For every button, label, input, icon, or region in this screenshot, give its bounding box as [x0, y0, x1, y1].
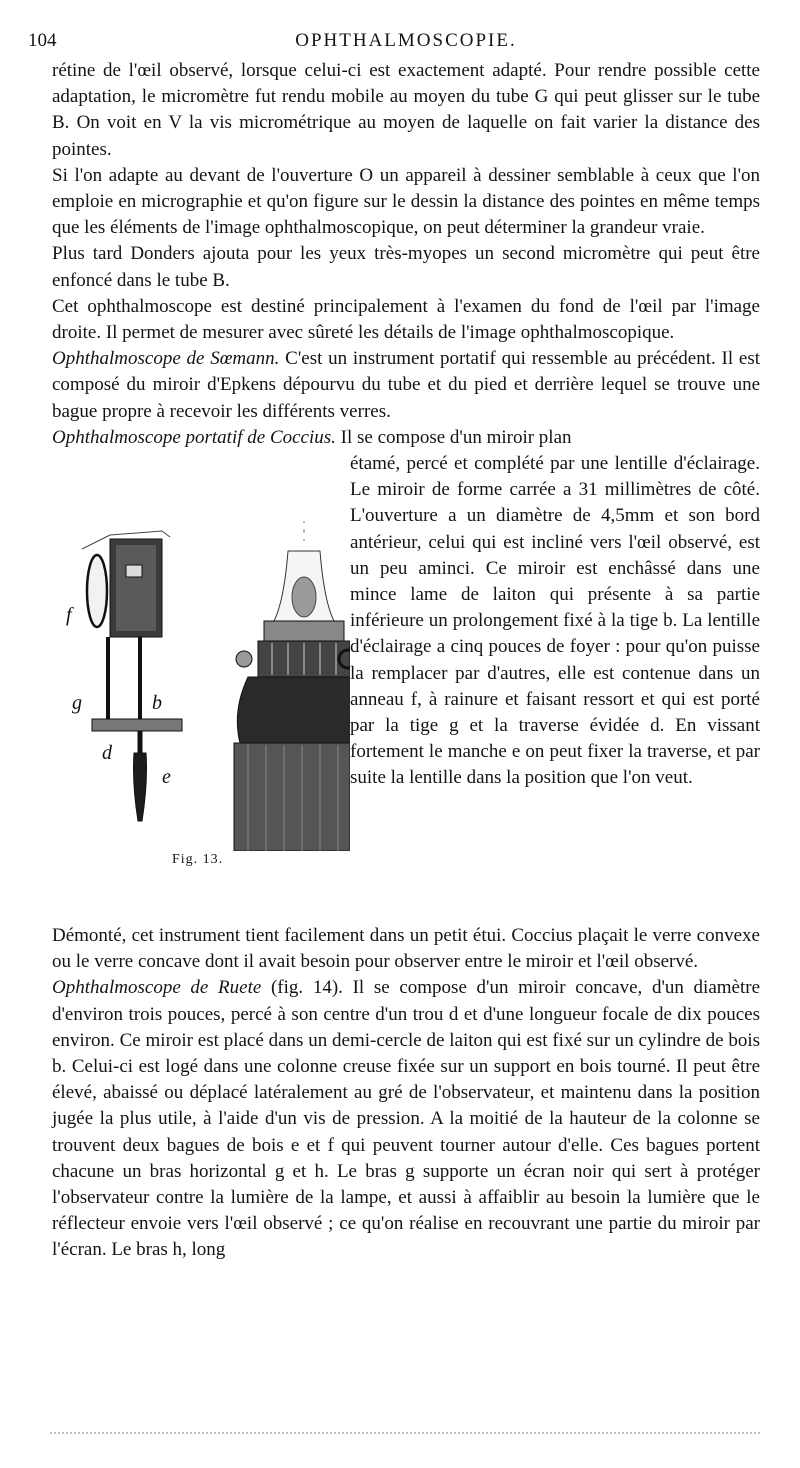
running-title: OPHTHALMOSCOPIE.	[295, 30, 517, 51]
figure-label-d: d	[102, 742, 112, 765]
paragraph-5	[52, 346, 760, 425]
paragraph-4: Cet ophthalmoscope est destiné principalement à l'examen du fond de l'œil par l'image droite. Il permet de mesurer avec sûreté les détails de l'image ophthalmoscopique.	[52, 295, 760, 344]
coccius-ophthalmoscope-illustration	[52, 521, 350, 851]
figure-13	[52, 451, 350, 923]
paragraph-8-title: Ophthalmoscope de Ruete	[52, 977, 262, 999]
footer-rule	[50, 1432, 760, 1436]
figure-label-g: g	[72, 692, 82, 715]
paragraph-1: rétine de l'œil observé, lorsque celui-ci est exactement adapté. Pour rendre possible cette adaptation, le micromètre fut rendu mobile au moyen du tube G qui peut glisser sur le tube B. On voit en V la vis micrométrique au moyen de laquelle on fait varier la distance des pointes.	[52, 60, 760, 160]
figure-caption: Fig. 13.	[172, 852, 224, 868]
paragraph-6-title: Ophthalmoscope portatif de Coccius.	[52, 426, 336, 448]
body-text	[52, 58, 760, 1264]
paragraph-8-body: (fig. 14). Il se compose d'un miroir concave, d'un diamètre d'environ trois pouces, percé à son centre d'un trou d et d'une longueur focale de dix pouces environ. Ce miroir est placé dans un demi-cercle de laiton qui est fixé sur un cylindre de bois b. Celui-ci est logé dans une colonne creuse fixée sur un support en bois tourné. Il peut être élevé, abaissé ou déplacé latéralement au gré de l'observateur, et maintenu dans la position jugée la plus utile, à l'aide d'un vis de pression. A la moitié de la hauteur de la colonne se trouvent deux bagues de bois e et f qui peuvent tourner autour d'elle. Ces bagues portent chacune un bras horizontal g et h. Le bras g supporte un écran noir qui sert à protéger l'observateur contre la lumière de la lampe, et aussi à affaiblir au besoin la lumière que le réflecteur envoie vers l'œil observé ; ce qu'on réalise en recouvrant une partie du miroir par l'écran. Le bras h, long	[52, 977, 761, 1261]
paragraph-2: Si l'on adapte au devant de l'ouverture O un appareil à dessiner semblable à ceux que l'on emploie en micrographie et qu'on figure sur le dessin la distance des pointes en même temps que les éléments de l'image ophthalmoscopique, on peut déterminer la grandeur vraie.	[52, 164, 760, 239]
paragraph-6-side: étamé, percé et complété par une lentille d'éclairage. Le miroir de forme carrée a 31 millimètres de côté. L'ouverture a un diamètre de 4,5mm et son bord antérieur, celui qui est incliné vers l'œil observé, est un peu aminci. Ce miroir est enchâssé dans une mince lame de laiton qui présente à sa partie inférieure un prolongement fixé à la tige b. La lentille d'éclairage a cinq pouces de foyer : pour qu'on puisse la remplacer par d'autres, elle est contenue dans un anneau f, à rainure et faisant ressort et qui est porté par la tige g et la traverse évidée d. En vissant fortement le manche e on peut fixer la traverse, et par suite la lentille dans la position que l'on veut.	[350, 453, 760, 789]
page-header	[28, 30, 760, 58]
figure-label-e: e	[162, 766, 171, 789]
lamp-drawing	[234, 521, 350, 851]
paragraph-7: Démonté, cet instrument tient facilement dans un petit étui. Coccius plaçait le verre convexe ou le verre concave dont il avait besoin pour observer entre le miroir et l'œil observé.	[52, 925, 760, 973]
paragraph-8	[52, 975, 760, 1263]
page-number: 104	[28, 30, 57, 51]
paragraph-3: Plus tard Donders ajouta pour les yeux très-myopes un second micromètre qui peut être enfoncé dans le tube B.	[52, 243, 760, 291]
book-page	[28, 30, 761, 1264]
paragraph-5-title: Ophthalmoscope de Sœmann.	[52, 348, 280, 370]
figure-side-text	[350, 451, 760, 792]
figure-block	[52, 451, 760, 923]
paragraph-6-lead	[52, 425, 760, 451]
figure-label-b: b	[152, 692, 162, 715]
paragraph-6-lead-text: Il se compose d'un miroir plan	[335, 426, 572, 448]
paragraph-5-body: C'est un instrument portatif qui ressemble au précédent. Il est composé du miroir d'Epkens dépourvu du tube et du pied et derrière lequel se trouve une bague propre à recevoir les différents verres.	[52, 348, 760, 422]
figure-label-f: f	[66, 604, 72, 627]
